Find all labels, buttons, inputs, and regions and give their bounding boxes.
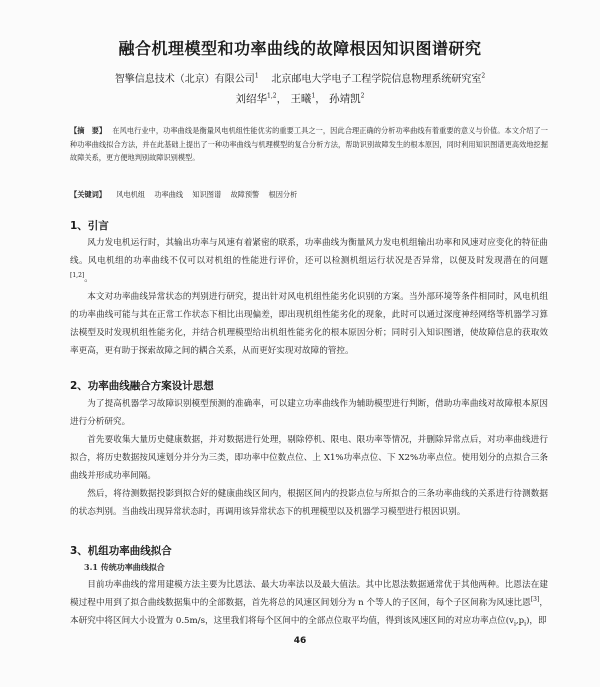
affiliation-2-sup: 2	[481, 72, 486, 80]
citation: [1,2]	[70, 272, 85, 280]
affiliation-2: 北京邮电大学电子工程学院信息物理系统研究室	[271, 74, 482, 85]
author-sup: 1,2	[267, 92, 277, 100]
abstract-label: 【摘 要】	[70, 126, 107, 135]
page-number: 46	[293, 636, 307, 646]
section-heading: 2、功率曲线融合方案设计思想	[70, 380, 214, 392]
author-list: 刘绍华$^{1,2}$， 王曦$^1$， 孙靖凯$^2$	[235, 92, 365, 105]
abstract	[70, 124, 548, 165]
section-heading: 1、引言	[70, 220, 109, 232]
keyword: 知识图谱	[192, 190, 222, 199]
paragraph: 为了提高机器学习故障识别模型预测的准确率，可以建立功率曲线作为辅助模型进行判断，借助功率曲线对故障根本原因进行分析研究。	[70, 399, 548, 427]
section-heading: 3、机组功率曲线拟合	[70, 545, 172, 557]
subsection-heading: 3.1 传统功率曲线拟合	[84, 562, 165, 572]
paragraph-text: 风力发电机运行时，其输出功率与风速有着紧密的联系，功率曲线为衡量风力发电机组输出功率和风速对应变化的特征曲线。风电机组的功率曲线不仅可以对机组的性能进行评价，还可以检测机组运行状况是否异常，以便及时发现潜在的问题	[70, 238, 548, 266]
paragraph: 首先要收集大量历史健康数据，并对数据进行处理，剔除停机、限电、限功率等情况，并删除异常点后，对功率曲线进行拟合，将历史数据按风速划分并分为三类，即功率中位数点位、上 X1%功率点位、下 X2%功率点位。使用划分的点拟合三条曲线并形成功率间隔。	[70, 435, 548, 481]
paragraph-text: ，本研究中将区间大小设置为 0.5m/s，这里我们将每个区间中的全部点位取平均值，得到该风速区间的对应功率点位(v	[70, 598, 548, 626]
keywords	[70, 190, 548, 200]
abstract-text: 在风电行业中，功率曲线是衡量风电机组性能优劣的重要工具之一，因此合理正确的分析功率曲线有着重要的意义与价值。本文介绍了一种功率曲线拟合方法，并在此基础上提出了一种功率曲线与机理模型的复合分析方法，帮助识别故障发生的根本原因，同时利用知识图谱更高效地挖掘故障关系，更方便地判别故障识别模型。	[70, 126, 548, 162]
paragraph: 然后，将待测数据投影到拟合好的健康曲线区间内，根据区间内的投影点位与所拟合的三条功率曲线的关系进行待测数据的状态判别。当曲线出现异常状态时，再调用该异常状态下的机理模型以及机器学习模型进行根因识别。	[70, 489, 548, 517]
paragraph: 目前功率曲线的常用建模方法主要为比恩法、最大功率法以及最大值法。其中比恩法数据通常优于其他两种。比恩法在建模过程中用到了拟合曲线数据集中的全部数据，首先将总的风速区间划分为 n 个等人的子区间，每个子区间称为风速比恩[3]，本研究中将区间大小设置为 0.5m/s，这里我们将每个区间中的全部点位取平均值，得到该风速区间的对应功率点位$(v_i,p_i)$，即	[70, 580, 548, 628]
paragraph: 本文对功率曲线异常状态的判别进行研究，提出针对风电机组性能劣化识别的方案。当外部环境等条件相同时，风电机组的功率曲线可能与其在正常工作状态下相比出现偏差，即出现机组性能劣化的现象，此时可以通过深度神经网络等机器学习算法模型及时发现机组性能劣化，并结合机理模型给出机组性能劣化的根本原因分析；同时引入知识图谱，使故障信息的获取效率更高，更有助于探索故障之间的耦合关系，从而更好实现对故障的管控。	[70, 292, 548, 356]
author-name: 孙靖凯	[329, 93, 361, 105]
keyword: 根因分析	[268, 190, 298, 199]
keyword: 功率曲线	[154, 190, 184, 199]
author-sup: 2	[360, 92, 365, 100]
paragraph: 风力发电机运行时，其输出功率与风速有着紧密的联系，功率曲线为衡量风力发电机组输出功率和风速对应变化的特征曲线。风电机组的功率曲线不仅可以对机组的性能进行评价，还可以检测机组运行状况是否异常，以便及时发现潜在的问题[1,2]。	[70, 238, 548, 284]
paragraph-text: 目前功率曲线的常用建模方法主要为比恩法、最大功率法以及最大值法。其中比恩法数据通常优于其他两种。比恩法在建模过程中用到了拟合曲线数据集中的全部数据，首先将总的风速区间划分为 n 个等人的子区间，每个子区间称为风速比恩	[70, 580, 548, 608]
affiliation-line	[30, 72, 570, 88]
paper-title: 融合机理模型和功率曲线的故障根因知识图谱研究	[118, 39, 482, 58]
affiliation-1: 智擎信息技术（北京）有限公司	[114, 74, 255, 85]
citation: [3]	[530, 596, 540, 604]
author-sup: 1	[311, 92, 316, 100]
author-name: 刘绍华	[235, 93, 268, 105]
keyword: 故障预警	[230, 190, 260, 199]
keywords-label: 【关键词】	[70, 190, 106, 199]
paragraph-text: )，即	[526, 616, 547, 626]
affiliation-1-sup: 1	[254, 72, 259, 80]
author-name: 王曦	[290, 93, 312, 105]
keyword: 风电机组	[116, 190, 146, 199]
